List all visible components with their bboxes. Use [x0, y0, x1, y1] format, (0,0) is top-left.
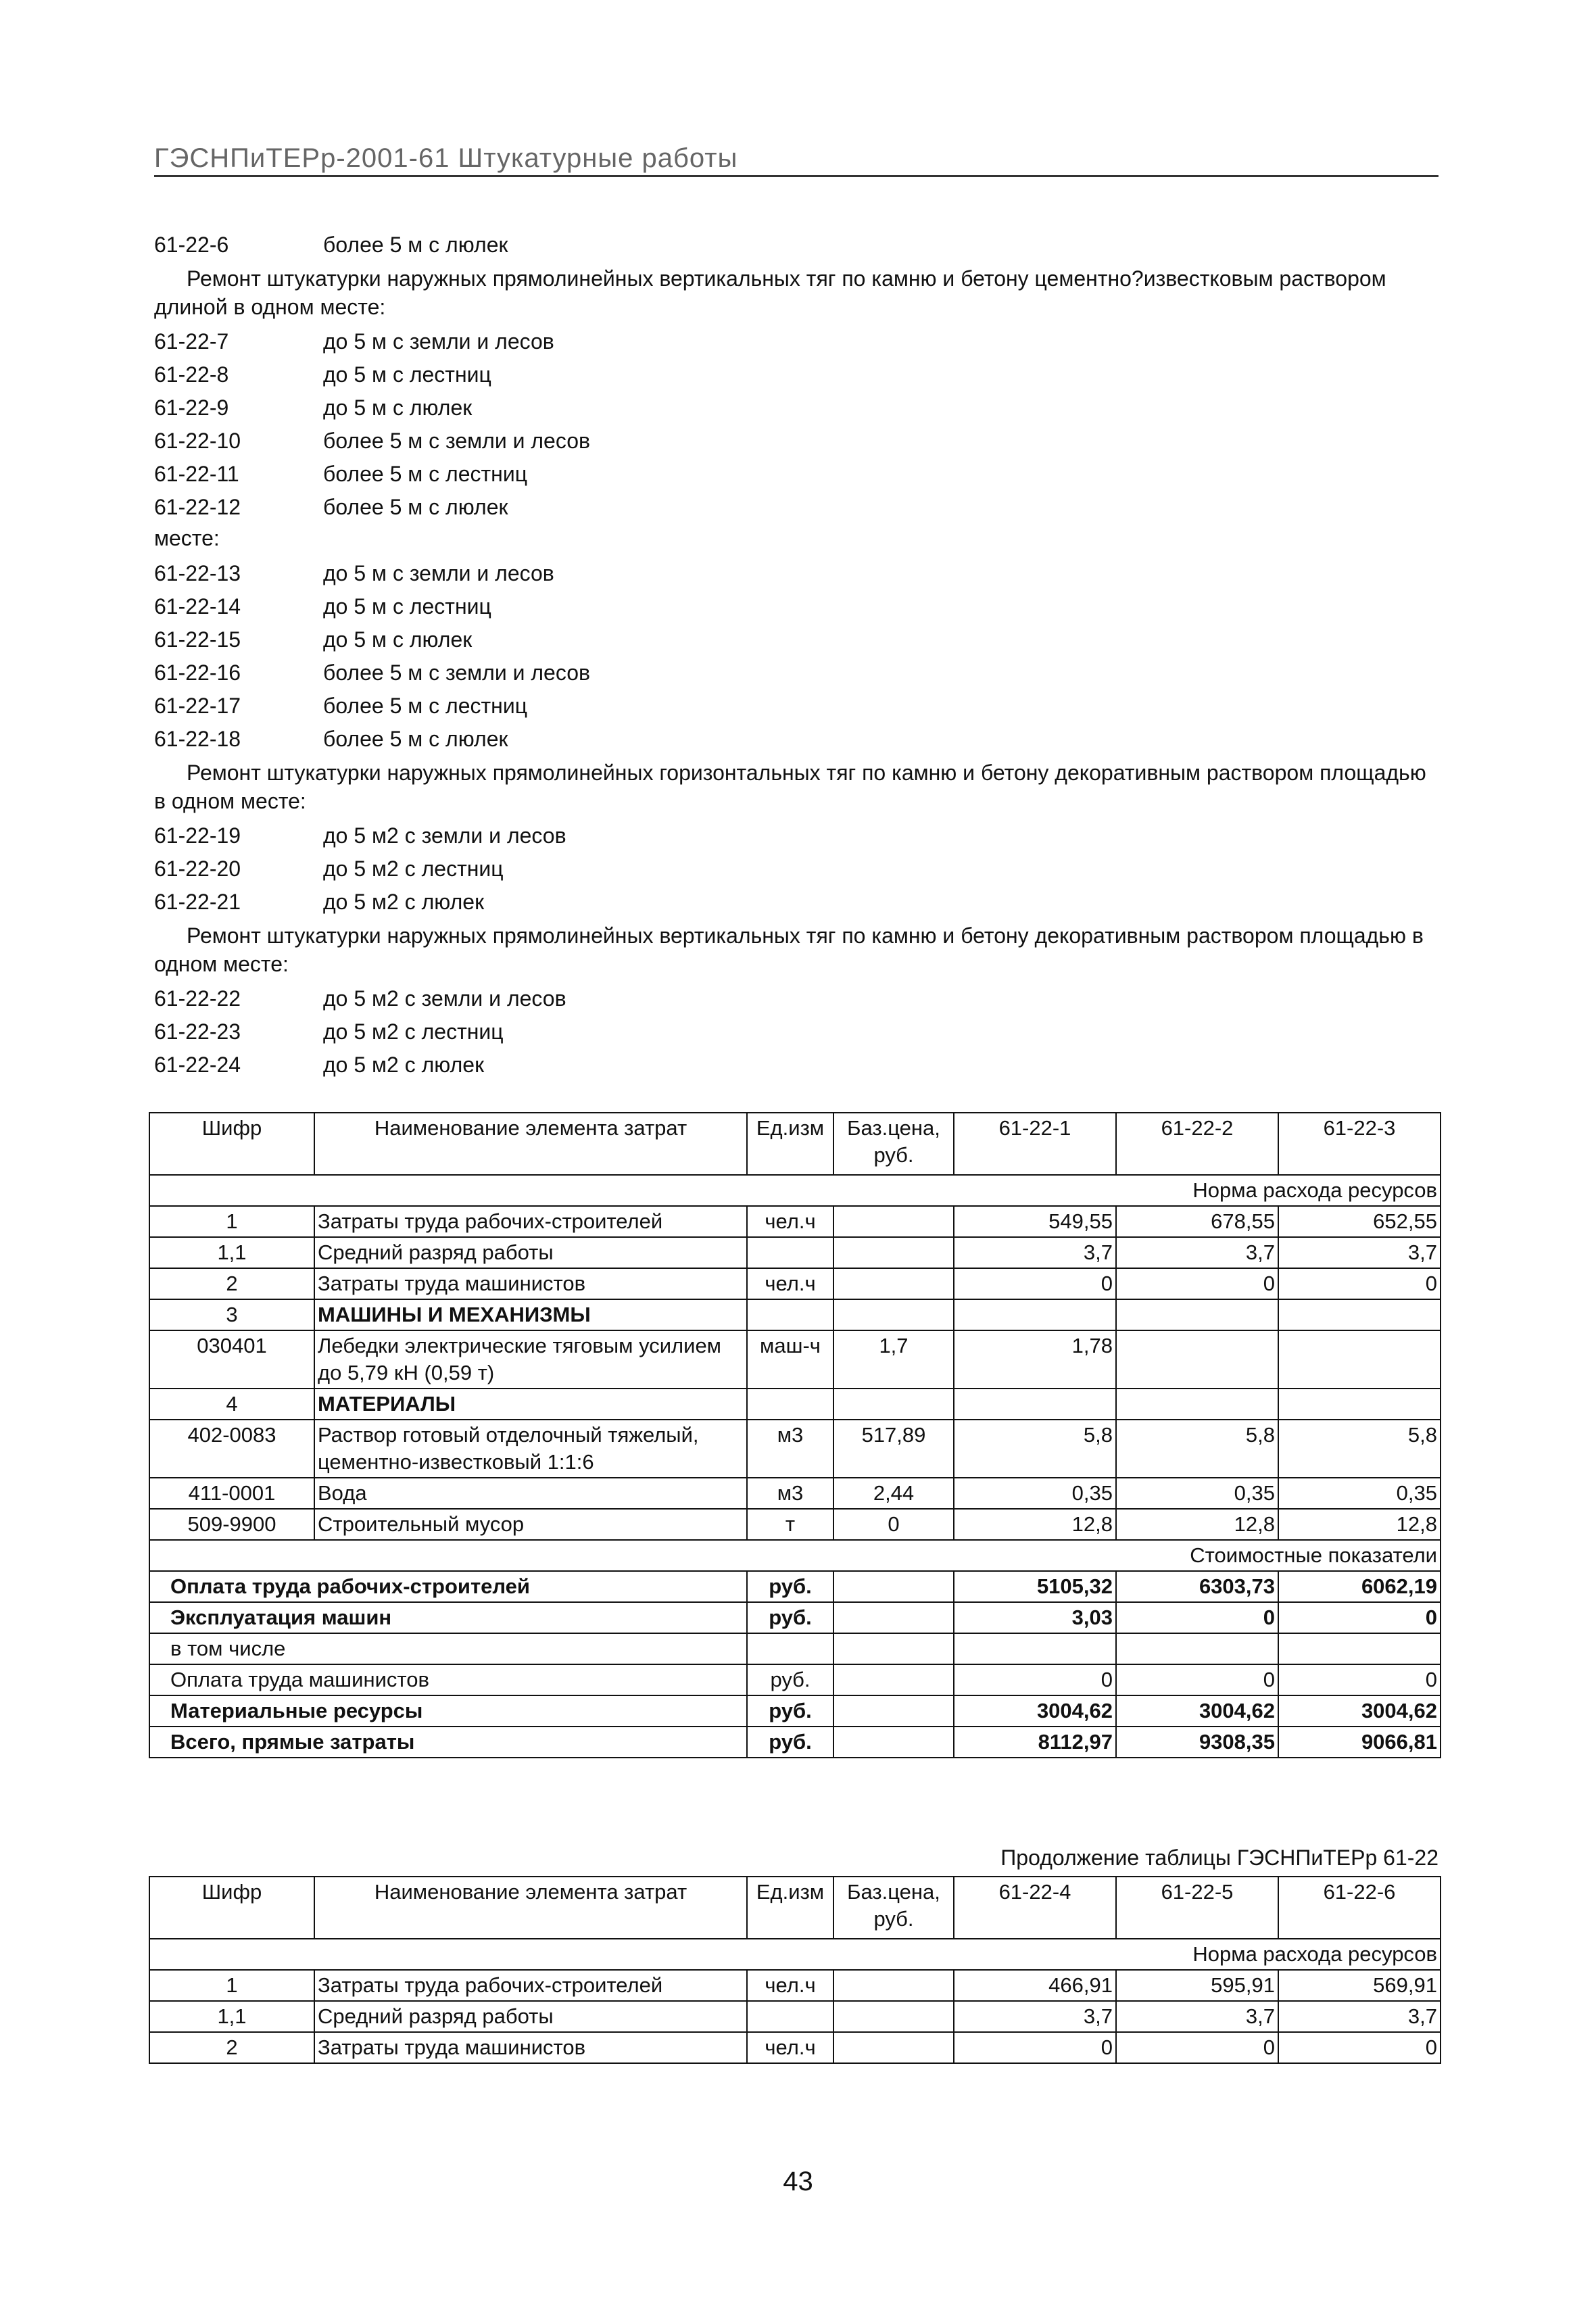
cell-shifr: 1,1	[149, 2001, 314, 2032]
cell-value: 3,7	[1278, 1237, 1441, 1268]
cell-shifr: 509-9900	[149, 1509, 314, 1540]
cell-price	[833, 1237, 954, 1268]
cost-unit: руб.	[747, 1664, 833, 1695]
item-desc: более 5 м с лестниц	[323, 462, 528, 486]
cell-shifr: 3	[149, 1299, 314, 1330]
cell-name: Затраты труда рабочих-строителей	[314, 1206, 747, 1237]
cell-value	[1278, 1330, 1441, 1389]
list-item	[154, 557, 1438, 590]
cell-unit: чел.ч	[747, 1970, 833, 2001]
item-desc: до 5 м2 с лестниц	[323, 857, 504, 881]
cell-value: 12,8	[1116, 1509, 1278, 1540]
item-code: 61-22-14	[154, 594, 241, 619]
item-desc: более 5 м с земли и лесов	[323, 660, 590, 685]
cell-shifr: 411-0001	[149, 1478, 314, 1509]
cell-name: Средний разряд работы	[314, 1237, 747, 1268]
table-row	[149, 1330, 1441, 1389]
cell-price: 1,7	[833, 1330, 954, 1389]
list-item	[154, 982, 1438, 1015]
table-row	[149, 2001, 1441, 2032]
table-row	[149, 1268, 1441, 1299]
cell-name: Затраты труда машинистов	[314, 1268, 747, 1299]
cell-price	[833, 1389, 954, 1420]
cell-unit	[747, 1389, 833, 1420]
list-item	[154, 1015, 1438, 1048]
list-item	[154, 491, 1438, 524]
cell-price	[833, 1206, 954, 1237]
table-row	[149, 1389, 1441, 1420]
cell-value: 0	[1278, 1268, 1441, 1299]
cell-value	[1116, 1389, 1278, 1420]
cell-value: 0,35	[1116, 1478, 1278, 1509]
item-code: 61-22-21	[154, 890, 241, 914]
cell-value: 595,91	[1116, 1970, 1278, 2001]
list-item	[154, 852, 1438, 886]
cell-value: 1,78	[954, 1330, 1116, 1389]
table-row	[149, 1237, 1441, 1268]
cell-unit: чел.ч	[747, 2032, 833, 2063]
cell-shifr: 2	[149, 1268, 314, 1299]
cell-price	[833, 2001, 954, 2032]
col-header-code: 61-22-4	[954, 1877, 1116, 1939]
table-caption-row	[149, 1175, 1441, 1206]
cell-price: 517,89	[833, 1420, 954, 1478]
cell-shifr: 1	[149, 1970, 314, 2001]
table-header-row	[149, 1113, 1441, 1175]
item-code: 61-22-24	[154, 1053, 241, 1077]
col-header-code: 61-22-1	[954, 1113, 1116, 1175]
cell-value: 549,55	[954, 1206, 1116, 1237]
item-desc: до 5 м2 с люлек	[323, 890, 485, 914]
cell-name: Вода	[314, 1478, 747, 1509]
item-desc: более 5 м с люлек	[323, 233, 508, 257]
work-list	[154, 228, 1438, 1082]
cost-price	[833, 1727, 954, 1758]
cell-shifr: 2	[149, 2032, 314, 2063]
cost-value: 3004,62	[954, 1695, 1116, 1727]
cell-unit: м3	[747, 1478, 833, 1509]
cost-value: 0	[1116, 1664, 1278, 1695]
cell-price	[833, 1970, 954, 2001]
item-desc: до 5 м с земли и лесов	[323, 329, 554, 354]
cost-value	[954, 1633, 1116, 1664]
cell-price	[833, 2032, 954, 2063]
col-header-name: Наименование элемента затрат	[314, 1877, 747, 1939]
table-row	[149, 1478, 1441, 1509]
col-header-shifr: Шифр	[149, 1113, 314, 1175]
list-item	[154, 819, 1438, 852]
cost-value: 0	[954, 1664, 1116, 1695]
cost-row	[149, 1633, 1441, 1664]
cell-shifr: 4	[149, 1389, 314, 1420]
cost-value	[1278, 1633, 1441, 1664]
table-row	[149, 1420, 1441, 1478]
col-header-price: Баз.цена, руб.	[833, 1113, 954, 1175]
item-desc: до 5 м2 с лестниц	[323, 1019, 504, 1044]
cost-price	[833, 1633, 954, 1664]
table-row	[149, 2032, 1441, 2063]
cell-unit: м3	[747, 1420, 833, 1478]
item-desc: до 5 м с люлек	[323, 627, 473, 652]
col-header-code: 61-22-6	[1278, 1877, 1441, 1939]
cost-value: 3,03	[954, 1602, 1116, 1633]
cell-unit	[747, 2001, 833, 2032]
col-header-code: 61-22-2	[1116, 1113, 1278, 1175]
cost-price	[833, 1602, 954, 1633]
cell-unit: т	[747, 1509, 833, 1540]
cost-value: 0	[1278, 1664, 1441, 1695]
item-desc: до 5 м2 с земли и лесов	[323, 986, 566, 1011]
table-caption-row	[149, 1939, 1441, 1970]
item-desc: до 5 м с лестниц	[323, 594, 491, 619]
cost-name: Материальные ресурсы	[149, 1695, 747, 1727]
table-row	[149, 1509, 1441, 1540]
norm-caption: Норма расхода ресурсов	[149, 1175, 1441, 1206]
cost-price	[833, 1571, 954, 1602]
cell-name: Раствор готовый отделочный тяжелый, цементно-известковый 1:1:6	[314, 1420, 747, 1478]
cell-value: 0	[954, 1268, 1116, 1299]
col-header-code: 61-22-5	[1116, 1877, 1278, 1939]
cost-name: в том числе	[149, 1633, 747, 1664]
cell-value: 0	[1116, 1268, 1278, 1299]
cost-row	[149, 1727, 1441, 1758]
cost-name: Эксплуатация машин	[149, 1602, 747, 1633]
item-code: 61-22-8	[154, 362, 229, 387]
cost-name: Оплата труда рабочих-строителей	[149, 1571, 747, 1602]
cell-value	[954, 1389, 1116, 1420]
resource-table-continued	[149, 1876, 1441, 2064]
col-header-unit: Ед.изм	[747, 1113, 833, 1175]
cell-value: 12,8	[954, 1509, 1116, 1540]
cell-price	[833, 1299, 954, 1330]
list-item	[154, 425, 1438, 458]
cell-price: 2,44	[833, 1478, 954, 1509]
section-heading: Ремонт штукатурки наружных прямолинейных вертикальных тяг по камню и бетону декоративным раствором площадью в одном месте:	[154, 923, 1424, 976]
col-header-code: 61-22-3	[1278, 1113, 1441, 1175]
cell-unit	[747, 1299, 833, 1330]
section-heading: Ремонт штукатурки наружных прямолинейных вертикальных тяг по камню и бетону цементно?известковым раствором длиной в одном месте:	[154, 266, 1386, 319]
cell-value: 3,7	[1278, 2001, 1441, 2032]
col-header-unit: Ед.изм	[747, 1877, 833, 1939]
cell-value: 0,35	[954, 1478, 1116, 1509]
item-code: 61-22-6	[154, 233, 229, 257]
resource-table	[149, 1112, 1441, 1758]
cell-shifr: 402-0083	[149, 1420, 314, 1478]
item-code: 61-22-9	[154, 395, 229, 420]
item-code: 61-22-22	[154, 986, 241, 1011]
cost-value: 9066,81	[1278, 1727, 1441, 1758]
cell-name: Затраты труда рабочих-строителей	[314, 1970, 747, 2001]
item-code: 61-22-13	[154, 561, 241, 585]
cell-value: 678,55	[1116, 1206, 1278, 1237]
list-item	[154, 656, 1438, 690]
cell-name: Строительный мусор	[314, 1509, 747, 1540]
cell-shifr: 1	[149, 1206, 314, 1237]
cell-value	[1278, 1389, 1441, 1420]
item-code: 61-22-15	[154, 627, 241, 652]
cell-value: 3,7	[1116, 1237, 1278, 1268]
cell-value: 0	[954, 2032, 1116, 2063]
item-desc: более 5 м с лестниц	[323, 694, 528, 718]
list-item	[154, 1048, 1438, 1082]
item-desc: более 5 м с земли и лесов	[323, 429, 590, 453]
cost-value	[1116, 1633, 1278, 1664]
cost-value: 6303,73	[1116, 1571, 1278, 1602]
cost-unit: руб.	[747, 1602, 833, 1633]
cell-value	[1116, 1330, 1278, 1389]
cell-price: 0	[833, 1509, 954, 1540]
cost-unit: руб.	[747, 1695, 833, 1727]
cell-value: 0	[1278, 2032, 1441, 2063]
cell-value: 3,7	[954, 2001, 1116, 2032]
item-code: 61-22-19	[154, 823, 241, 848]
cost-row	[149, 1695, 1441, 1727]
cell-price	[833, 1268, 954, 1299]
cost-name: Оплата труда машинистов	[149, 1664, 747, 1695]
list-item	[154, 690, 1438, 723]
cell-name: Средний разряд работы	[314, 2001, 747, 2032]
item-desc: до 5 м с люлек	[323, 395, 473, 420]
cost-unit: руб.	[747, 1571, 833, 1602]
cost-price	[833, 1664, 954, 1695]
norm-caption: Норма расхода ресурсов	[149, 1939, 1441, 1970]
list-item	[154, 458, 1438, 491]
cell-value: 569,91	[1278, 1970, 1441, 2001]
cell-shifr: 030401	[149, 1330, 314, 1389]
cell-name: Затраты труда машинистов	[314, 2032, 747, 2063]
cell-value: 652,55	[1278, 1206, 1441, 1237]
item-code: 61-22-12	[154, 495, 241, 519]
cost-value: 5105,32	[954, 1571, 1116, 1602]
cost-value: 6062,19	[1278, 1571, 1441, 1602]
table-row	[149, 1206, 1441, 1237]
cell-value: 3,7	[954, 1237, 1116, 1268]
col-header-name: Наименование элемента затрат	[314, 1113, 747, 1175]
item-desc: более 5 м с люлек	[323, 495, 508, 519]
cell-name: Лебедки электрические тяговым усилием до 5,79 кН (0,59 т)	[314, 1330, 747, 1389]
cell-name: МАТЕРИАЛЫ	[314, 1389, 747, 1420]
item-code: 61-22-23	[154, 1019, 241, 1044]
list-item	[154, 325, 1438, 358]
item-code: 61-22-16	[154, 660, 241, 685]
cost-value: 0	[1278, 1602, 1441, 1633]
item-desc: до 5 м2 с люлек	[323, 1053, 485, 1077]
list-item	[154, 358, 1438, 391]
cell-value	[954, 1299, 1116, 1330]
table-row	[149, 1299, 1441, 1330]
table-header-row	[149, 1877, 1441, 1939]
cost-caption: Стоимостные показатели	[149, 1540, 1441, 1571]
cell-shifr: 1,1	[149, 1237, 314, 1268]
cost-value: 3004,62	[1278, 1695, 1441, 1727]
cost-value: 0	[1116, 1602, 1278, 1633]
cost-row	[149, 1571, 1441, 1602]
cost-unit	[747, 1633, 833, 1664]
continuation-caption: Продолжение таблицы ГЭСНПиТЕРр 61-22	[1000, 1845, 1438, 1870]
cell-value: 0,35	[1278, 1478, 1441, 1509]
list-item	[154, 886, 1438, 919]
item-code: 61-22-7	[154, 329, 229, 354]
cell-value: 12,8	[1278, 1509, 1441, 1540]
cell-value: 466,91	[954, 1970, 1116, 2001]
item-code: 61-22-18	[154, 727, 241, 751]
table-caption-row	[149, 1540, 1441, 1571]
section-heading: Ремонт штукатурки наружных прямолинейных горизонтальных тяг по камню и бетону декоративным раствором площадью в одном месте:	[154, 761, 1426, 813]
item-desc: более 5 м с люлек	[323, 727, 508, 751]
section-fragment: месте:	[154, 526, 220, 550]
col-header-shifr: Шифр	[149, 1877, 314, 1939]
item-code: 61-22-10	[154, 429, 241, 453]
cell-unit: чел.ч	[747, 1268, 833, 1299]
cell-value: 0	[1116, 2032, 1278, 2063]
item-code: 61-22-17	[154, 694, 241, 718]
cost-row	[149, 1664, 1441, 1695]
item-desc: до 5 м с земли и лесов	[323, 561, 554, 585]
col-header-price: Баз.цена, руб.	[833, 1877, 954, 1939]
cost-unit: руб.	[747, 1727, 833, 1758]
cost-value: 9308,35	[1116, 1727, 1278, 1758]
cell-value: 3,7	[1116, 2001, 1278, 2032]
list-item	[154, 590, 1438, 623]
list-item	[154, 228, 1438, 262]
cell-value: 5,8	[1116, 1420, 1278, 1478]
cell-value: 5,8	[954, 1420, 1116, 1478]
cell-value: 5,8	[1278, 1420, 1441, 1478]
cost-value: 3004,62	[1116, 1695, 1278, 1727]
list-item	[154, 623, 1438, 656]
cost-value: 8112,97	[954, 1727, 1116, 1758]
list-item	[154, 723, 1438, 756]
item-code: 61-22-20	[154, 857, 241, 881]
page-header: ГЭСНПиТЕРр-2001-61 Штукатурные работы	[154, 143, 1438, 177]
item-desc: до 5 м с лестниц	[323, 362, 491, 387]
cell-name: МАШИНЫ И МЕХАНИЗМЫ	[314, 1299, 747, 1330]
cost-name: Всего, прямые затраты	[149, 1727, 747, 1758]
cost-price	[833, 1695, 954, 1727]
item-desc: до 5 м2 с земли и лесов	[323, 823, 566, 848]
list-item	[154, 391, 1438, 425]
cell-unit: маш-ч	[747, 1330, 833, 1389]
item-code: 61-22-11	[154, 462, 239, 486]
cell-value	[1116, 1299, 1278, 1330]
table-row	[149, 1970, 1441, 2001]
cell-value	[1278, 1299, 1441, 1330]
cost-row	[149, 1602, 1441, 1633]
page-number: 43	[783, 2167, 813, 2196]
cell-unit: чел.ч	[747, 1206, 833, 1237]
cell-unit	[747, 1237, 833, 1268]
